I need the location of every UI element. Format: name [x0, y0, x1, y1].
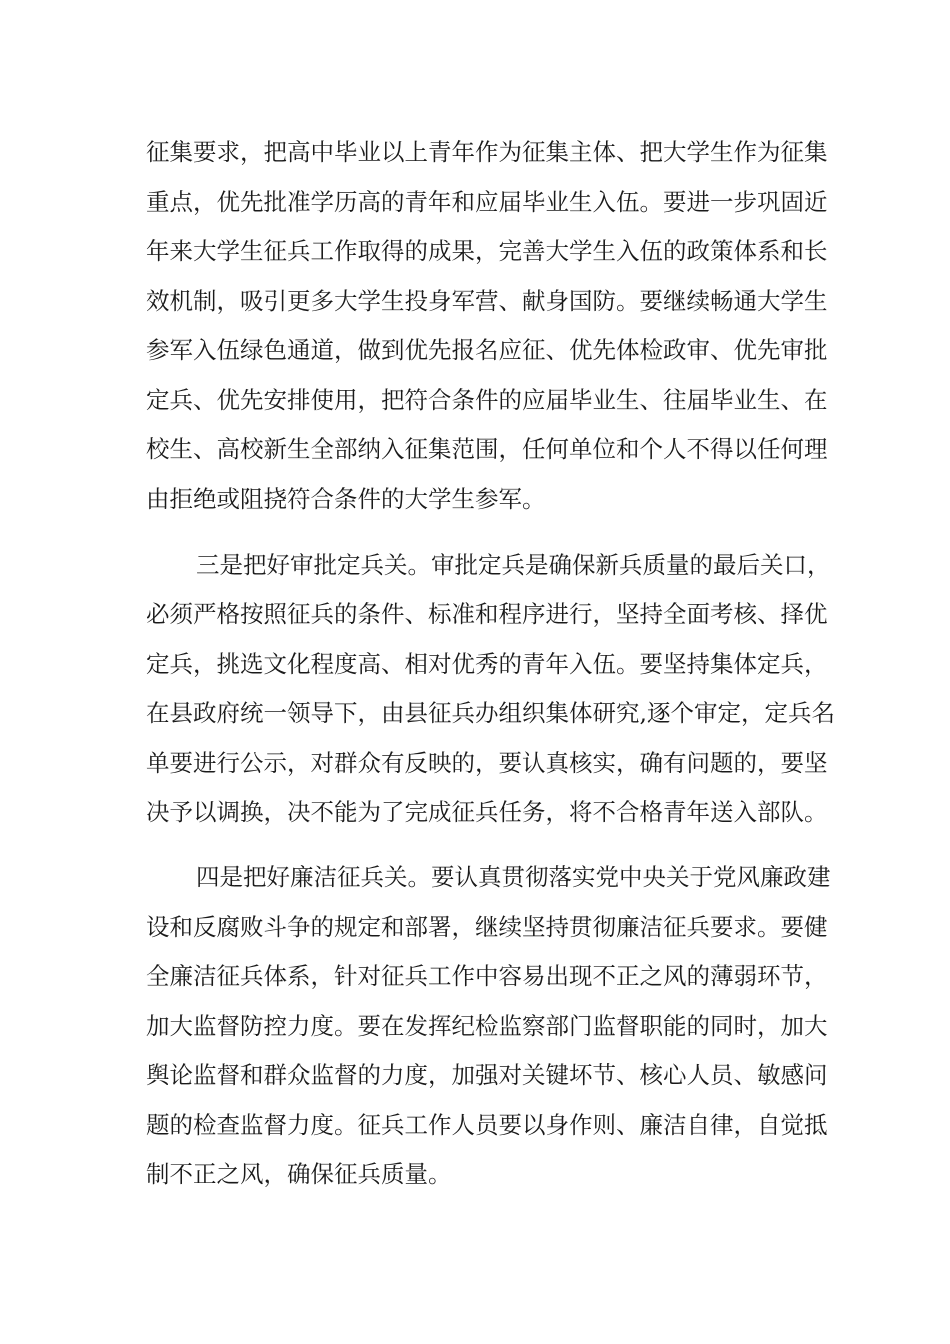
paragraph-line: 加大监督防控力度。要在发挥纪检监察部门监督职能的同时，加大 [146, 1012, 828, 1040]
paragraph-line: 全廉洁征兵体系，针对征兵工作中容易出现不正之风的薄弱环节， [146, 962, 828, 990]
paragraph-line: 由拒绝或阻挠符合条件的大学生参军。 [146, 485, 546, 513]
paragraph-line: 决予以调换，决不能为了完成征兵任务，将不合格青年送入部队。 [146, 798, 828, 826]
paragraph-line: 三是把好审批定兵关。审批定兵是确保新兵质量的最后关口， [196, 551, 831, 579]
paragraph-line: 效机制，吸引更多大学生投身军营、献身国防。要继续畅通大学生 [146, 287, 828, 315]
paragraph-line: 年来大学生征兵工作取得的成果，完善大学生入伍的政策体系和长 [146, 237, 828, 265]
paragraph-line: 必须严格按照征兵的条件、标准和程序进行，坚持全面考核、择优 [146, 600, 828, 628]
paragraph-line: 四是把好廉洁征兵关。要认真贯彻落实党中央关于党风廉政建 [196, 863, 831, 891]
paragraph-line: 在县政府统一领导下，由县征兵办组织集体研究,逐个审定，定兵名 [146, 699, 835, 727]
paragraph-line: 单要进行公示，对群众有反映的，要认真核实，确有问题的，要坚 [146, 749, 828, 777]
paragraph-line: 定兵，挑选文化程度高、相对优秀的青年入伍。要坚持集体定兵， [146, 650, 828, 678]
paragraph-line: 设和反腐败斗争的规定和部署，继续坚持贯彻廉洁征兵要求。要健 [146, 913, 828, 941]
paragraph-line: 题的检查监督力度。征兵工作人员要以身作则、廉洁自律，自觉抵 [146, 1111, 828, 1139]
paragraph-line: 校生、高校新生全部纳入征集范围，任何单位和个人不得以任何理 [146, 435, 828, 463]
paragraph-line: 征集要求，把高中毕业以上青年作为征集主体、把大学生作为征集 [146, 138, 828, 166]
paragraph-line: 定兵、优先安排使用，把符合条件的应届毕业生、往届毕业生、在 [146, 386, 828, 414]
paragraph-line: 舆论监督和群众监督的力度，加强对关键坏节、核心人员、敏感问 [146, 1061, 828, 1089]
paragraph-line: 重点，优先批准学历高的青年和应届毕业生入伍。要进一步巩固近 [146, 188, 828, 216]
paragraph-line: 参军入伍绿色通道，做到优先报名应征、优先体检政审、优先审批 [146, 336, 828, 364]
paragraph-line: 制不正之风，确保征兵质量。 [146, 1160, 452, 1188]
